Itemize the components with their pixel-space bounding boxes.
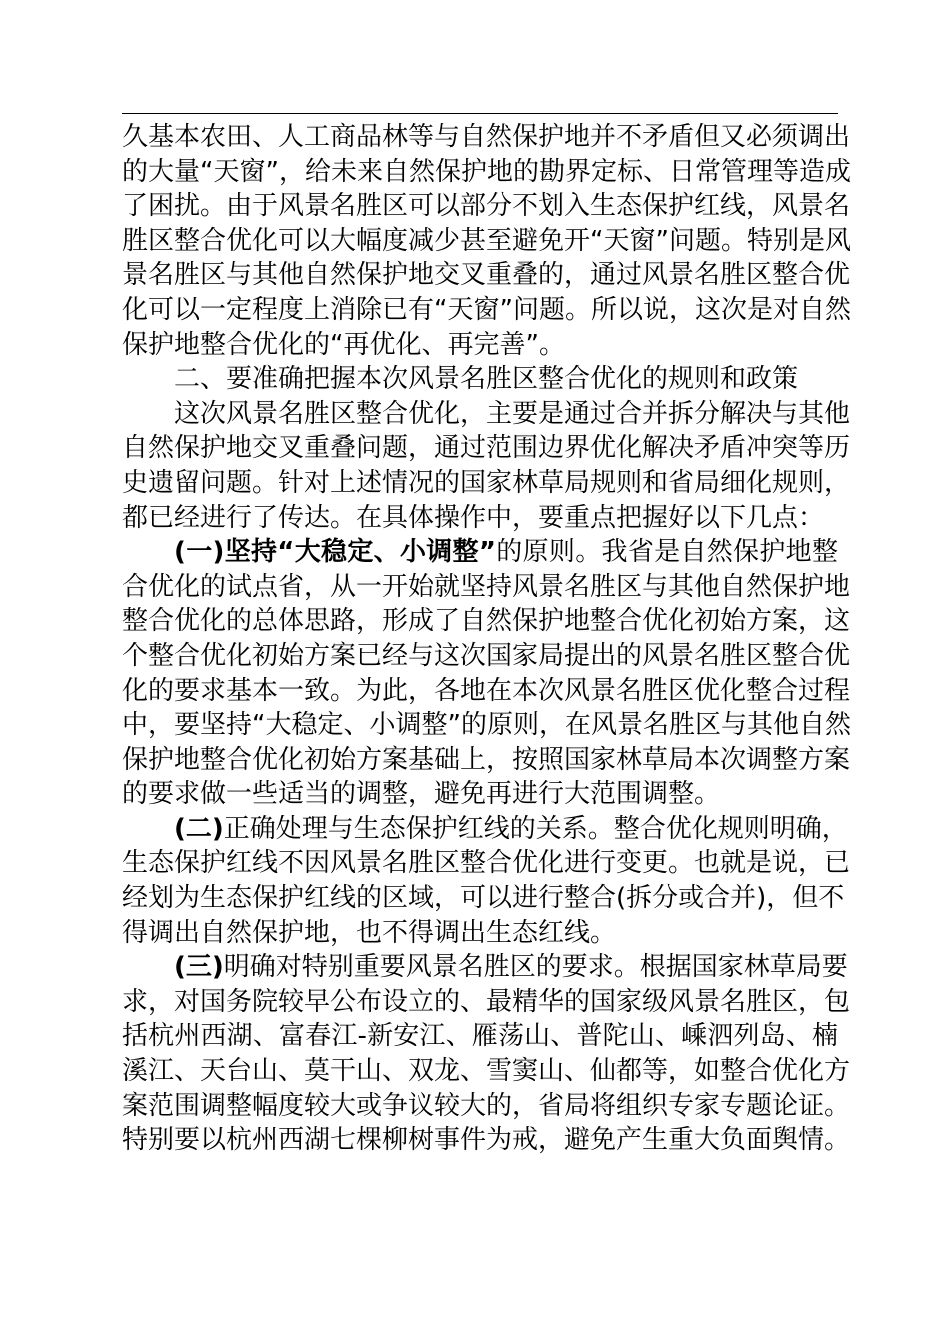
text-line: 自然保护地交叉重叠问题，通过范围边界优化解决矛盾冲突等历 (122, 433, 851, 464)
text-line: 合优化的试点省，从一开始就坚持风景名胜区与其他自然保护地 (122, 571, 851, 602)
text-line: 久基本农田、人工商品林等与自然保护地并不矛盾但又必须调出 (122, 122, 851, 152)
text-line (122, 535, 838, 570)
text-line: 特别要以杭州西湖七棵柳树事件为戒，避免产生重大负面舆情。 (122, 1125, 851, 1156)
text-line: 溪江、天台山、莫干山、双龙、雪窦山、仙都等，如整合优化方 (122, 1056, 851, 1087)
text-line: 史遗留问题。针对上述情况的国家林草局规则和省局细化规则， (122, 467, 851, 498)
text-line: 保护地整合优化的“再优化、再完善”。 (122, 329, 565, 360)
text-line: 了困扰。由于风景名胜区可以部分不划入生态保护红线，风景名 (122, 191, 851, 222)
text-line: 求，对国务院较早公布设立的、最精华的国家级风景名胜区，包 (122, 986, 851, 1017)
text-line: 都已经进行了传达。在具体操作中，要重点把握好以下几点： (122, 502, 825, 533)
text-line: 胜区整合优化可以大幅度减少甚至避免开“天窗”问题。特别是风 (122, 225, 851, 256)
text-line (122, 812, 848, 847)
point-text: 明确对特别重要风景名胜区的要求。根据国家林草局要 (223, 952, 848, 983)
text-line: 化可以一定程度上消除已有“天窗”问题。所以说，这次是对自然 (122, 294, 851, 325)
text-line: 整合优化的总体思路，形成了自然保护地整合优化初始方案，这 (122, 606, 851, 637)
text-line: 经划为生态保护红线的区域，可以进行整合(拆分或合并)，但不 (122, 883, 845, 914)
point-heading-bold: (一)坚持“大稳定、小调整” (174, 537, 496, 568)
header-rule (122, 113, 838, 114)
text-line: 的要求做一些适当的调整，避免再进行大范围调整。 (122, 779, 721, 810)
section-heading: 二、要准确把握本次风景名胜区整合优化的规则和政策 (174, 364, 799, 395)
text-line: 得调出自然保护地，也不得调出生态红线。 (122, 917, 617, 948)
document-body (122, 120, 851, 1158)
point-text: 的原则。我省是自然保护地整 (495, 537, 838, 568)
text-line: 生态保护红线不因风景名胜区整合优化进行变更。也就是说，已 (122, 848, 851, 879)
text-line: 这次风景名胜区整合优化，主要是通过合并拆分解决与其他 (174, 398, 851, 429)
point-heading-bold: (三) (174, 952, 224, 983)
text-line (122, 950, 848, 985)
text-line: 中，要坚持“大稳定、小调整”的原则，在风景名胜区与其他自然 (122, 710, 851, 741)
text-line: 案范围调整幅度较大或争议较大的，省局将组织专家专题论证。 (122, 1090, 851, 1121)
text-line: 个整合优化初始方案已经与这次国家局提出的风景名胜区整合优 (122, 640, 851, 671)
point-heading-bold: (二) (174, 813, 224, 844)
text-line: 保护地整合优化初始方案基础上，按照国家林草局本次调整方案 (122, 744, 851, 775)
text-line: 景名胜区与其他自然保护地交叉重叠的，通过风景名胜区整合优 (122, 260, 851, 291)
text-line: 化的要求基本一致。为此，各地在本次风景名胜区优化整合过程 (122, 675, 851, 706)
text-line: 括杭州西湖、富春江-新安江、雁荡山、普陀山、嵊泗列岛、楠 (122, 1021, 838, 1052)
point-text: 正确处理与生态保护红线的关系。整合优化规则明确， (223, 813, 848, 844)
text-line: 的大量“天窗”，给未来自然保护地的勘界定标、日常管理等造成 (122, 156, 851, 187)
